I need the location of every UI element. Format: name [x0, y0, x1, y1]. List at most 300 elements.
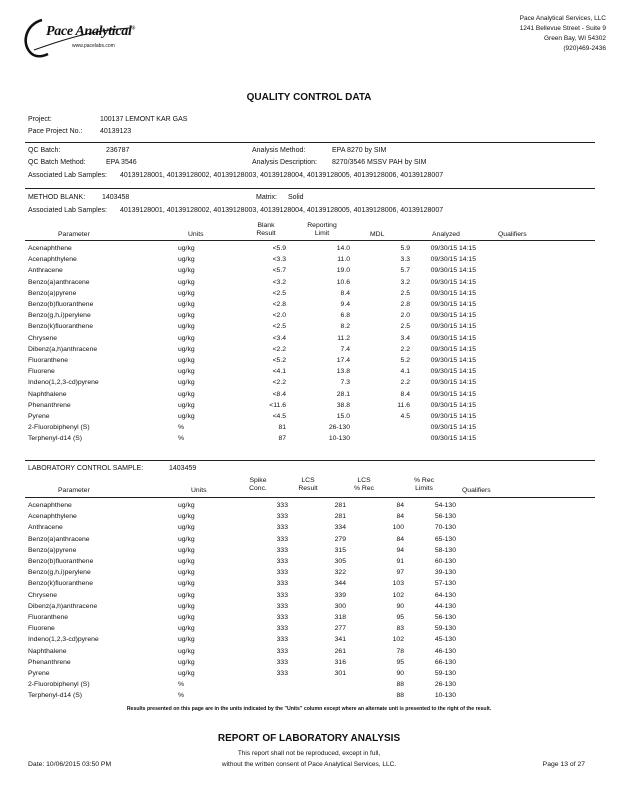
mdl-cell: 2.2	[400, 379, 410, 387]
units-cell: ug/kg	[178, 636, 195, 644]
parameter-cell: Acenaphthylene	[28, 513, 77, 521]
qualifiers-cell	[476, 433, 536, 444]
method-blank-id: 1403458	[102, 194, 130, 201]
qualifiers-cell	[456, 645, 516, 656]
qualifiers-cell	[476, 355, 536, 366]
parameter-cell: Benzo(g,h,i)perylene	[28, 312, 91, 320]
units-cell: ug/kg	[178, 647, 195, 655]
reporting-limit-cell: 6.8	[340, 312, 350, 320]
parameter-cell: Fluorene	[28, 368, 55, 376]
qualifiers-cell	[456, 534, 516, 545]
lcs-rec-cell: 95	[396, 658, 404, 666]
lcs-result-cell: 322	[334, 569, 346, 577]
table-row	[28, 265, 536, 276]
lcs-result-cell: 261	[334, 647, 346, 655]
parameter-cell: Chrysene	[28, 334, 58, 342]
units-cell: %	[178, 692, 185, 700]
qc-batch-value: 236787	[106, 147, 130, 154]
blank-result-cell: <11.6	[269, 401, 286, 409]
table-row	[28, 333, 536, 344]
pace-project-value: 40139123	[100, 128, 132, 135]
blank-result-cell: <3.4	[272, 334, 286, 342]
parameter-cell: Naphthalene	[28, 390, 67, 398]
parameter-cell: Terphenyl-d14 (S)	[28, 692, 83, 700]
reporting-limit-cell: 7.3	[340, 379, 350, 387]
spike-conc-cell	[228, 690, 288, 701]
spike-conc-cell: 333	[276, 524, 288, 532]
table-row	[28, 522, 516, 533]
table-row	[28, 690, 516, 701]
table-row	[28, 433, 536, 444]
qualifiers-cell	[456, 567, 516, 578]
qualifiers-cell	[476, 310, 536, 321]
mdl-cell: 11.6	[397, 401, 410, 409]
units-cell: ug/kg	[178, 245, 195, 253]
analyzed-cell: 09/30/15 14:15	[430, 368, 476, 376]
reporting-limit-cell: 28.1	[336, 390, 350, 398]
rec-limits-cell: 57-130	[434, 580, 456, 588]
table-row	[28, 344, 536, 355]
spike-conc-cell: 333	[276, 647, 288, 655]
blank-result-cell: <2.5	[272, 289, 286, 297]
units-cell: ug/kg	[178, 256, 195, 264]
divider	[25, 142, 595, 143]
parameter-cell: Benzo(a)anthracene	[28, 535, 90, 543]
spike-conc-cell	[228, 679, 288, 690]
analyzed-cell: 09/30/15 14:15	[430, 267, 476, 275]
lcs-result-cell: 318	[334, 613, 346, 621]
parameter-cell: Benzo(a)anthracene	[28, 278, 90, 286]
table-row	[28, 254, 536, 265]
divider	[25, 188, 595, 189]
reporting-limit-cell: 19.0	[336, 267, 350, 275]
project-label: Project:	[28, 116, 52, 123]
mdl-cell: 8.4	[400, 390, 410, 398]
units-cell: ug/kg	[178, 345, 195, 353]
qualifiers-cell	[476, 288, 536, 299]
lcs-rec-cell: 94	[396, 546, 404, 554]
qualifiers-cell	[456, 690, 516, 701]
table-row	[28, 511, 516, 522]
lcs-label: LABORATORY CONTROL SAMPLE:	[28, 465, 144, 472]
project-value: 100137 LEMONT KAR GAS	[100, 116, 188, 123]
lcs-rec-cell: 91	[396, 558, 404, 566]
reporting-limit-cell: 14.0	[336, 245, 350, 253]
qualifiers-cell	[456, 623, 516, 634]
lcs-rec-cell: 88	[396, 681, 404, 689]
table-row	[28, 623, 516, 634]
lcs-result-cell	[288, 690, 346, 701]
spike-conc-cell: 333	[276, 602, 288, 610]
mdl-cell: 3.2	[400, 278, 410, 286]
mdl-cell: 2.0	[400, 312, 410, 320]
report-title: REPORT OF LABORATORY ANALYSIS	[217, 733, 401, 744]
analyzed-cell: 09/30/15 14:15	[430, 412, 476, 420]
lcs-rec-cell: 90	[396, 669, 404, 677]
analyzed-cell: 09/30/15 14:15	[430, 301, 476, 309]
qualifiers-cell	[456, 545, 516, 556]
table-row	[28, 277, 536, 288]
lcs-result-cell: 281	[334, 513, 346, 521]
qualifiers-cell	[456, 590, 516, 601]
parameter-cell: Fluoranthene	[28, 356, 69, 364]
mdl-cell: 2.2	[400, 345, 410, 353]
units-cell: ug/kg	[178, 558, 195, 566]
divider	[25, 240, 595, 241]
table-row	[28, 366, 536, 377]
blank-result-cell: <2.2	[272, 379, 286, 387]
qualifiers-cell	[476, 366, 536, 377]
lcs-rec-cell: 102	[392, 591, 404, 599]
blank-header-qualifiers: Qualifiers	[498, 231, 527, 238]
rec-limits-cell: 66-130	[434, 658, 456, 666]
blank-result-cell: 81	[278, 424, 286, 432]
analysis-desc-value: 8270/3546 MSSV PAH by SIM	[332, 159, 427, 166]
table-row	[28, 612, 516, 623]
blank-result-cell: <4.1	[272, 368, 286, 376]
divider	[25, 497, 595, 498]
blank-header-parameter: Parameter	[58, 231, 90, 238]
table-row	[28, 299, 536, 310]
table-row	[28, 243, 536, 254]
matrix-value: Solid	[288, 194, 304, 201]
company-phone: (920)469-2436	[563, 45, 606, 52]
qualifiers-cell	[456, 578, 516, 589]
lcs-rec-cell: 103	[392, 580, 404, 588]
parameter-cell: Benzo(k)fluoranthene	[28, 323, 93, 331]
rec-limits-cell: 26-130	[434, 681, 456, 689]
units-cell: ug/kg	[178, 535, 195, 543]
rec-limits-cell: 59-130	[434, 669, 456, 677]
qualifiers-cell	[476, 254, 536, 265]
parameter-cell: 2-Fluorobiphenyl (S)	[28, 681, 90, 689]
blank-header-units: Units	[188, 231, 204, 238]
qualifiers-cell	[476, 265, 536, 276]
lcs-header-units: Units	[191, 487, 207, 494]
lcs-header-spike: Spike Conc.	[249, 477, 267, 492]
matrix-label: Matrix:	[256, 194, 277, 201]
reporting-limit-cell: 13.8	[336, 368, 350, 376]
reporting-limit-cell: 17.4	[336, 356, 350, 364]
parameter-cell: Naphthalene	[28, 647, 67, 655]
lcs-result-cell: 300	[334, 602, 346, 610]
units-cell: %	[178, 435, 185, 443]
parameter-cell: Benzo(a)pyrene	[28, 289, 77, 297]
analyzed-cell: 09/30/15 14:15	[430, 245, 476, 253]
units-cell: ug/kg	[178, 502, 195, 510]
table-row	[28, 601, 516, 612]
blank-result-cell: <4.5	[272, 412, 286, 420]
qualifiers-cell	[456, 657, 516, 668]
lcs-result-cell: 315	[334, 546, 346, 554]
spike-conc-cell: 333	[276, 591, 288, 599]
units-cell: ug/kg	[178, 513, 195, 521]
qualifiers-cell	[476, 321, 536, 332]
rec-limits-cell: 65-130	[434, 535, 456, 543]
associated-samples-value: 40139128001, 40139128002, 40139128003, 40139128004, 40139128005, 40139128006, 40139128007	[120, 172, 444, 179]
parameter-cell: Benzo(k)fluoranthene	[28, 580, 93, 588]
analyzed-cell: 09/30/15 14:15	[430, 334, 476, 342]
table-row	[28, 288, 536, 299]
lcs-rec-cell: 83	[396, 625, 404, 633]
analyzed-cell: 09/30/15 14:15	[430, 401, 476, 409]
units-cell: ug/kg	[178, 323, 195, 331]
units-cell: ug/kg	[178, 356, 195, 364]
qualifiers-cell	[476, 344, 536, 355]
units-cell: %	[178, 424, 185, 432]
company-address	[520, 14, 606, 54]
associated-samples-label: Associated Lab Samples:	[28, 172, 107, 179]
qualifiers-cell	[476, 243, 536, 254]
units-cell: ug/kg	[178, 658, 195, 666]
units-cell: ug/kg	[178, 602, 195, 610]
parameter-cell: Anthracene	[28, 524, 63, 532]
qualifiers-cell	[476, 333, 536, 344]
qc-batch-method-label: QC Batch Method:	[28, 159, 86, 166]
table-row	[28, 388, 536, 399]
lcs-result-cell: 341	[334, 636, 346, 644]
parameter-cell: Benzo(b)fluoranthene	[28, 558, 94, 566]
mdl-cell	[350, 422, 410, 433]
reporting-limit-cell: 7.4	[340, 345, 350, 353]
company-city: Green Bay, WI 54302	[543, 35, 606, 42]
qualifiers-cell	[476, 422, 536, 433]
rec-limits-cell: 56-130	[434, 513, 456, 521]
qualifiers-cell	[476, 277, 536, 288]
table-row	[28, 657, 516, 668]
table-row	[28, 355, 536, 366]
rec-limits-cell: 54-130	[434, 502, 456, 510]
parameter-cell: Acenaphthene	[28, 245, 72, 253]
lcs-rec-cell: 100	[392, 524, 404, 532]
units-cell: ug/kg	[178, 591, 195, 599]
lcs-result-cell: 281	[334, 502, 346, 510]
rec-limits-cell: 46-130	[434, 647, 456, 655]
units-cell: ug/kg	[178, 546, 195, 554]
lcs-rec-cell: 95	[396, 613, 404, 621]
rec-limits-cell: 64-130	[434, 591, 456, 599]
parameter-cell: Indeno(1,2,3-cd)pyrene	[28, 379, 99, 387]
parameter-cell: Benzo(b)fluoranthene	[28, 301, 94, 309]
analyzed-cell: 09/30/15 14:15	[430, 312, 476, 320]
units-cell: ug/kg	[178, 613, 195, 621]
qualifiers-cell	[456, 634, 516, 645]
analysis-method-label: Analysis Method:	[252, 147, 306, 154]
units-cell: ug/kg	[178, 301, 195, 309]
parameter-cell: 2-Fluorobiphenyl (S)	[28, 424, 90, 432]
units-cell: ug/kg	[178, 334, 195, 342]
mdl-cell: 5.9	[400, 245, 410, 253]
reporting-limit-cell: 10-130	[328, 435, 350, 443]
lcs-rec-cell: 84	[396, 513, 404, 521]
blank-result-cell: <5.2	[272, 356, 286, 364]
reproduction-note-2: without the written consent of Pace Analytical Services, LLC.	[221, 761, 397, 768]
qualifiers-cell	[456, 612, 516, 623]
reporting-limit-cell: 26-130	[328, 424, 350, 432]
lcs-result-cell: 344	[334, 580, 346, 588]
lcs-rec-cell: 88	[396, 692, 404, 700]
units-cell: ug/kg	[178, 368, 195, 376]
lcs-result-cell	[288, 679, 346, 690]
qualifiers-cell	[456, 500, 516, 511]
spike-conc-cell: 333	[276, 569, 288, 577]
parameter-cell: Pyrene	[28, 412, 50, 420]
qc-batch-label: QC Batch:	[28, 147, 61, 154]
mdl-cell: 2.5	[400, 289, 410, 297]
qualifiers-cell	[456, 601, 516, 612]
table-row	[28, 411, 536, 422]
analyzed-cell: 09/30/15 14:15	[430, 289, 476, 297]
lcs-header-result: LCS Result	[298, 477, 318, 492]
mdl-cell: 4.1	[400, 368, 410, 376]
spike-conc-cell: 333	[276, 513, 288, 521]
table-row	[28, 534, 516, 545]
spike-conc-cell: 333	[276, 580, 288, 588]
qualifiers-cell	[476, 400, 536, 411]
pace-logo: Pace Analytical®	[46, 24, 136, 39]
units-note: Results presented on this page are in the units indicated by the "Units" column except where an alternate unit is presented to the right of the result.	[126, 706, 492, 712]
units-cell: ug/kg	[178, 412, 195, 420]
rec-limits-cell: 44-130	[434, 602, 456, 610]
parameter-cell: Fluorene	[28, 625, 55, 633]
reporting-limit-cell: 15.0	[336, 412, 350, 420]
lcs-header-qualifiers: Qualifiers	[462, 487, 491, 494]
parameter-cell: Pyrene	[28, 669, 50, 677]
analyzed-cell: 09/30/15 14:15	[430, 278, 476, 286]
blank-result-cell: <3.3	[272, 256, 286, 264]
reporting-limit-cell: 11.0	[337, 256, 350, 264]
blank-result-cell: <5.9	[272, 245, 286, 253]
analysis-desc-label: Analysis Description:	[252, 159, 317, 166]
blank-header-result: Blank Result	[256, 222, 276, 237]
spike-conc-cell: 333	[276, 535, 288, 543]
blank-header-analyzed: Analyzed	[432, 231, 460, 238]
method-blank-table	[28, 243, 536, 444]
units-cell: ug/kg	[178, 524, 195, 532]
lcs-result-cell: 316	[334, 658, 346, 666]
parameter-cell: Indeno(1,2,3-cd)pyrene	[28, 636, 99, 644]
mdl-cell: 3.3	[400, 256, 410, 264]
spike-conc-cell: 333	[276, 502, 288, 510]
lcs-result-cell: 305	[334, 558, 346, 566]
rec-limits-cell: 70-130	[434, 524, 456, 532]
spike-conc-cell: 333	[276, 669, 288, 677]
table-row	[28, 545, 516, 556]
rec-limits-cell: 59-130	[434, 625, 456, 633]
table-row	[28, 310, 536, 321]
parameter-cell: Phenanthrene	[28, 658, 71, 666]
parameter-cell: Dibenz(a,h)anthracene	[28, 602, 98, 610]
blank-header-mdl: MDL	[370, 231, 385, 238]
lcs-header-parameter: Parameter	[58, 487, 90, 494]
reporting-limit-cell: 8.4	[340, 289, 350, 297]
lcs-rec-cell: 97	[396, 569, 404, 577]
units-cell: %	[178, 681, 185, 689]
lcs-result-cell: 277	[334, 625, 346, 633]
units-cell: ug/kg	[178, 278, 195, 286]
qualifiers-cell	[456, 556, 516, 567]
units-cell: ug/kg	[178, 669, 195, 677]
lcs-rec-cell: 78	[396, 647, 404, 655]
blank-result-cell: <2.2	[272, 345, 286, 353]
parameter-cell: Terphenyl-d14 (S)	[28, 435, 83, 443]
rec-limits-cell: 56-130	[434, 613, 456, 621]
analyzed-cell: 09/30/15 14:15	[430, 390, 476, 398]
table-row	[28, 556, 516, 567]
units-cell: ug/kg	[178, 625, 195, 633]
spike-conc-cell: 333	[276, 613, 288, 621]
company-street: 1241 Bellevue Street - Suite 9	[519, 25, 606, 32]
parameter-cell: Phenanthrene	[28, 401, 71, 409]
table-row	[28, 634, 516, 645]
qualifiers-cell	[456, 668, 516, 679]
qc-batch-method-value: EPA 3546	[106, 159, 137, 166]
analyzed-cell: 09/30/15 14:15	[430, 435, 476, 443]
spike-conc-cell: 333	[276, 658, 288, 666]
qualifiers-cell	[476, 388, 536, 399]
table-row	[28, 578, 516, 589]
table-row	[28, 645, 516, 656]
pace-project-label: Pace Project No.:	[28, 128, 83, 135]
table-row	[28, 377, 536, 388]
logo-url: www.pacelabs.com	[72, 43, 115, 49]
analysis-method-value: EPA 8270 by SIM	[332, 147, 387, 154]
units-cell: ug/kg	[178, 312, 195, 320]
spike-conc-cell: 333	[276, 625, 288, 633]
analyzed-cell: 09/30/15 14:15	[430, 379, 476, 387]
parameter-cell: Fluoranthene	[28, 613, 69, 621]
mdl-cell: 4.5	[400, 412, 410, 420]
reporting-limit-cell: 10.6	[336, 278, 350, 286]
qualifiers-cell	[476, 411, 536, 422]
units-cell: ug/kg	[178, 569, 195, 577]
spike-conc-cell: 333	[276, 558, 288, 566]
reporting-limit-cell: 38.8	[336, 401, 350, 409]
analyzed-cell: 09/30/15 14:15	[430, 356, 476, 364]
rec-limits-cell: 10-130	[434, 692, 456, 700]
method-blank-label: METHOD BLANK:	[28, 194, 86, 201]
parameter-cell: Benzo(a)pyrene	[28, 546, 77, 554]
lcs-table	[28, 500, 516, 701]
blank-result-cell: <2.0	[272, 312, 286, 320]
blank-result-cell: 87	[278, 435, 286, 443]
units-cell: ug/kg	[178, 267, 195, 275]
parameter-cell: Benzo(g,h,i)perylene	[28, 569, 91, 577]
page-number: Page 13 of 27	[542, 761, 585, 768]
blank-associated-label: Associated Lab Samples:	[28, 207, 107, 214]
table-row	[28, 679, 516, 690]
parameter-cell: Acenaphthylene	[28, 256, 77, 264]
lcs-header-rec: LCS % Rec	[353, 477, 375, 492]
blank-result-cell: <8.4	[272, 390, 286, 398]
parameter-cell: Chrysene	[28, 591, 58, 599]
lcs-result-cell: 334	[334, 524, 346, 532]
reporting-limit-cell: 8.2	[340, 323, 350, 331]
rec-limits-cell: 58-130	[434, 546, 456, 554]
reporting-limit-cell: 11.2	[337, 334, 350, 342]
lcs-rec-cell: 90	[396, 602, 404, 610]
blank-header-limit: Reporting Limit	[307, 222, 337, 237]
reporting-limit-cell: 9.4	[340, 301, 350, 309]
analyzed-cell: 09/30/15 14:15	[430, 345, 476, 353]
rec-limits-cell: 39-130	[434, 569, 456, 577]
blank-result-cell: <3.2	[272, 278, 286, 286]
page-title: QUALITY CONTROL DATA	[246, 92, 372, 103]
qualifiers-cell	[456, 522, 516, 533]
analyzed-cell: 09/30/15 14:15	[430, 256, 476, 264]
qualifiers-cell	[476, 377, 536, 388]
analyzed-cell: 09/30/15 14:15	[430, 323, 476, 331]
